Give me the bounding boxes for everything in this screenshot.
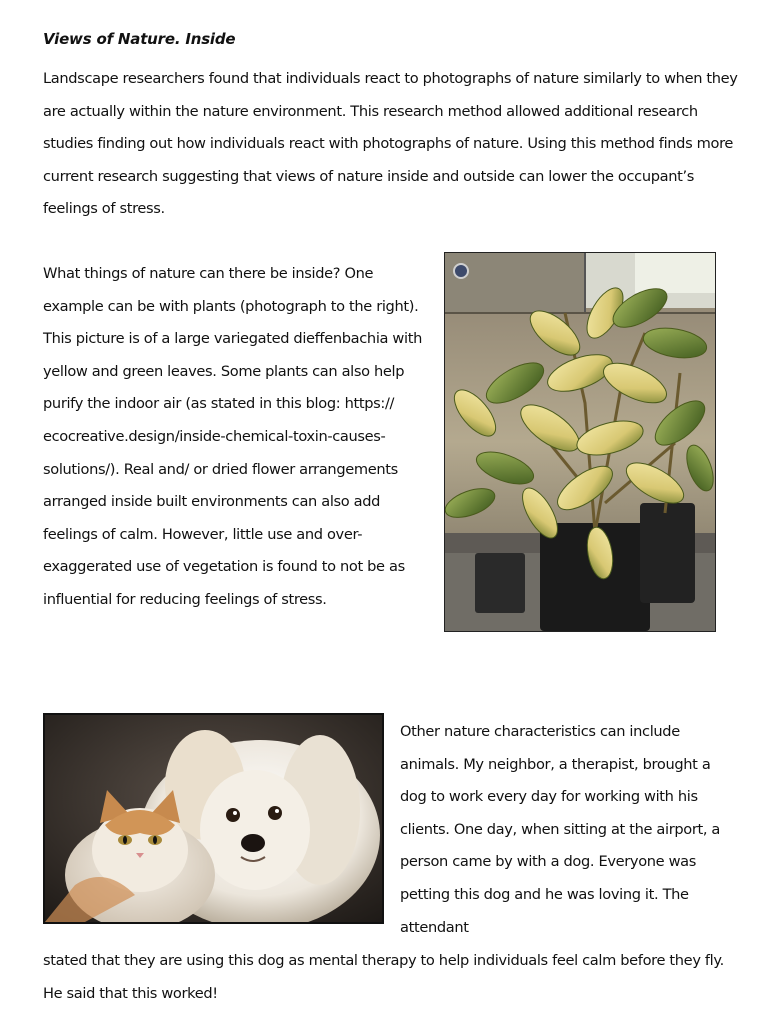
paragraph-landscape-research: Landscape researchers found that individuals react to photographs of nature similarly to when they are actually within the nature environment. This research method allowed additional research studies finding out how individuals react with photographs of nature. Using this method finds more current research suggesting that views of nature inside and outside can lower the occupant’s feelings of stress. [43, 70, 738, 218]
plants-photo [444, 252, 716, 632]
paragraph-indoor-plants: What things of nature can there be inside? One example can be with plants (photograph to the right). This picture is of a large variegated dieffenbachia with yellow and green leaves. Some plants can also help purify the indoor air (as stated in this blog: https:// ecocreative.design/inside-chemical-toxin-causes-solutions/). Real and/ or dried flower arrangements arranged inside built environments can also add feelings of calm. However, little use and over-exaggerated use of vegetation is found to not be as influential for reducing feelings of stress. [43, 265, 422, 608]
dog-and-cat-photo [43, 713, 384, 924]
paragraph-animals-part2: stated that they are using this dog as mental therapy to help individuals feel calm before they fly. He said that this worked! [43, 952, 724, 1002]
paragraph-animals-part1: Other nature characteristics can include animals. My neighbor, a therapist, brought a dog to work every day for working with his clients. One day, when sitting at the airport, a person came by with a dog. Everyone was petting this dog and he was loving it. The attendant [400, 723, 721, 936]
section-heading: Views of Nature. Inside [43, 30, 236, 48]
